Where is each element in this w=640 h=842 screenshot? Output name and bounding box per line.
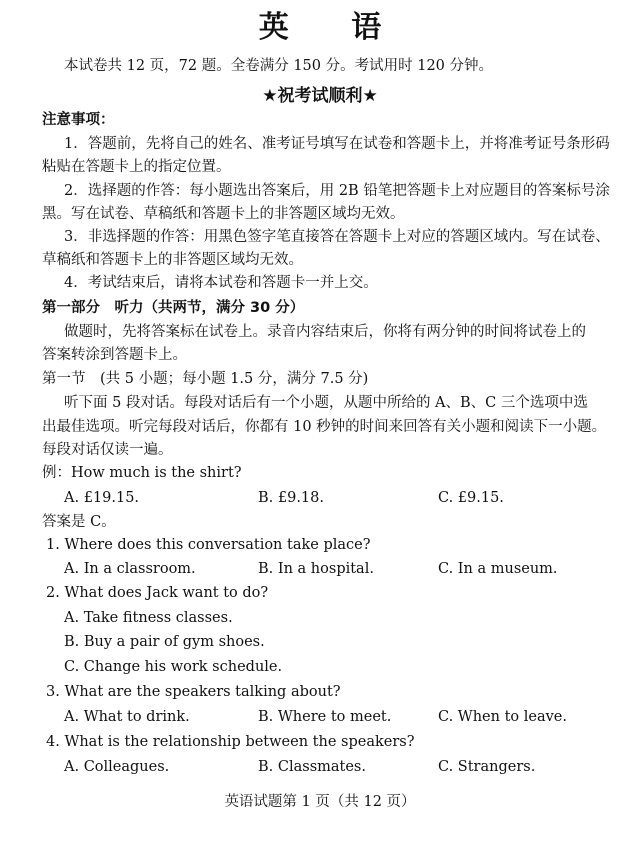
example-option-c: C. £9.15.: [438, 490, 504, 506]
question-3: 3. What are the speakers talking about?: [46, 684, 341, 700]
notice-line: 1．答题前，先将自己的姓名、准考证号填写在试卷和答题卡上，并将准考证号条形码: [64, 136, 610, 152]
blessing-line: ★祝考试顺利★: [262, 86, 378, 106]
q1-option-c: C. In a museum.: [438, 561, 558, 577]
exam-intro: 本试卷共 12 页，72 题。全卷满分 150 分。考试用时 120 分钟。: [64, 58, 494, 74]
notice-line: 草稿纸和答题卡上的非答题区域均无效。: [42, 252, 303, 268]
section1-instructions: 每段对话仅读一遍。: [42, 442, 173, 458]
q3-option-c: C. When to leave.: [438, 709, 567, 725]
q4-option-c: C. Strangers.: [438, 759, 536, 775]
question-2: 2. What does Jack want to do?: [46, 585, 269, 601]
part1-heading: 第一部分 听力（共两节，满分 30 分）: [42, 300, 305, 316]
q1-option-b: B. In a hospital.: [258, 561, 374, 577]
notice-line: 4．考试结束后，请将本试卷和答题卡一并上交。: [64, 275, 378, 291]
section1-heading: 第一节 (共 5 小题；每小题 1.5 分，满分 7.5 分): [42, 371, 369, 387]
q4-option-b: B. Classmates.: [258, 759, 366, 775]
notice-heading: 注意事项：: [42, 112, 115, 128]
q3-option-b: B. Where to meet.: [258, 709, 392, 725]
notice-line: 2．选择题的作答：每小题选出答案后，用 2B 铅笔把答题卡上对应题目的答案标号涂: [64, 183, 610, 199]
q1-option-a: A. In a classroom.: [64, 561, 196, 577]
notice-line: 3．非选择题的作答：用黑色签字笔直接答在答题卡上对应的答题区域内。写在试卷、: [64, 229, 610, 245]
section1-instructions: 听下面 5 段对话。每段对话后有一个小题，从题中所给的 A、B、C 三个选项中选: [64, 395, 588, 411]
page-title: 英 语: [258, 10, 408, 45]
notice-line: 黑。写在试卷、草稿纸和答题卡上的非答题区域均无效。: [42, 206, 405, 222]
example-question: 例：How much is the shirt?: [42, 465, 242, 481]
q3-option-a: A. What to drink.: [64, 709, 190, 725]
question-4: 4. What is the relationship between the speakers?: [46, 734, 415, 750]
part1-desc: 答案转涂到答题卡上。: [42, 347, 187, 363]
section1-instructions: 出最佳选项。听完每段对话后，你都有 10 秒钟的时间来回答有关小题和阅读下一小题。: [42, 419, 607, 435]
part1-desc: 做题时，先将答案标在试卷上。录音内容结束后，你将有两分钟的时间将试卷上的: [64, 324, 586, 340]
question-1: 1. Where does this conversation take place?: [46, 537, 371, 553]
q2-option-a: A. Take fitness classes.: [64, 610, 233, 626]
q2-option-c: C. Change his work schedule.: [64, 659, 283, 675]
q4-option-a: A. Colleagues.: [64, 759, 170, 775]
example-answer: 答案是 C。: [42, 514, 116, 530]
notice-line: 粘贴在答题卡上的指定位置。: [42, 159, 231, 175]
example-option-b: B. £9.18.: [258, 490, 324, 506]
page-footer: 英语试题第 1 页（共 12 页）: [224, 794, 416, 810]
example-option-a: A. £19.15.: [64, 490, 140, 506]
q2-option-b: B. Buy a pair of gym shoes.: [64, 634, 265, 650]
